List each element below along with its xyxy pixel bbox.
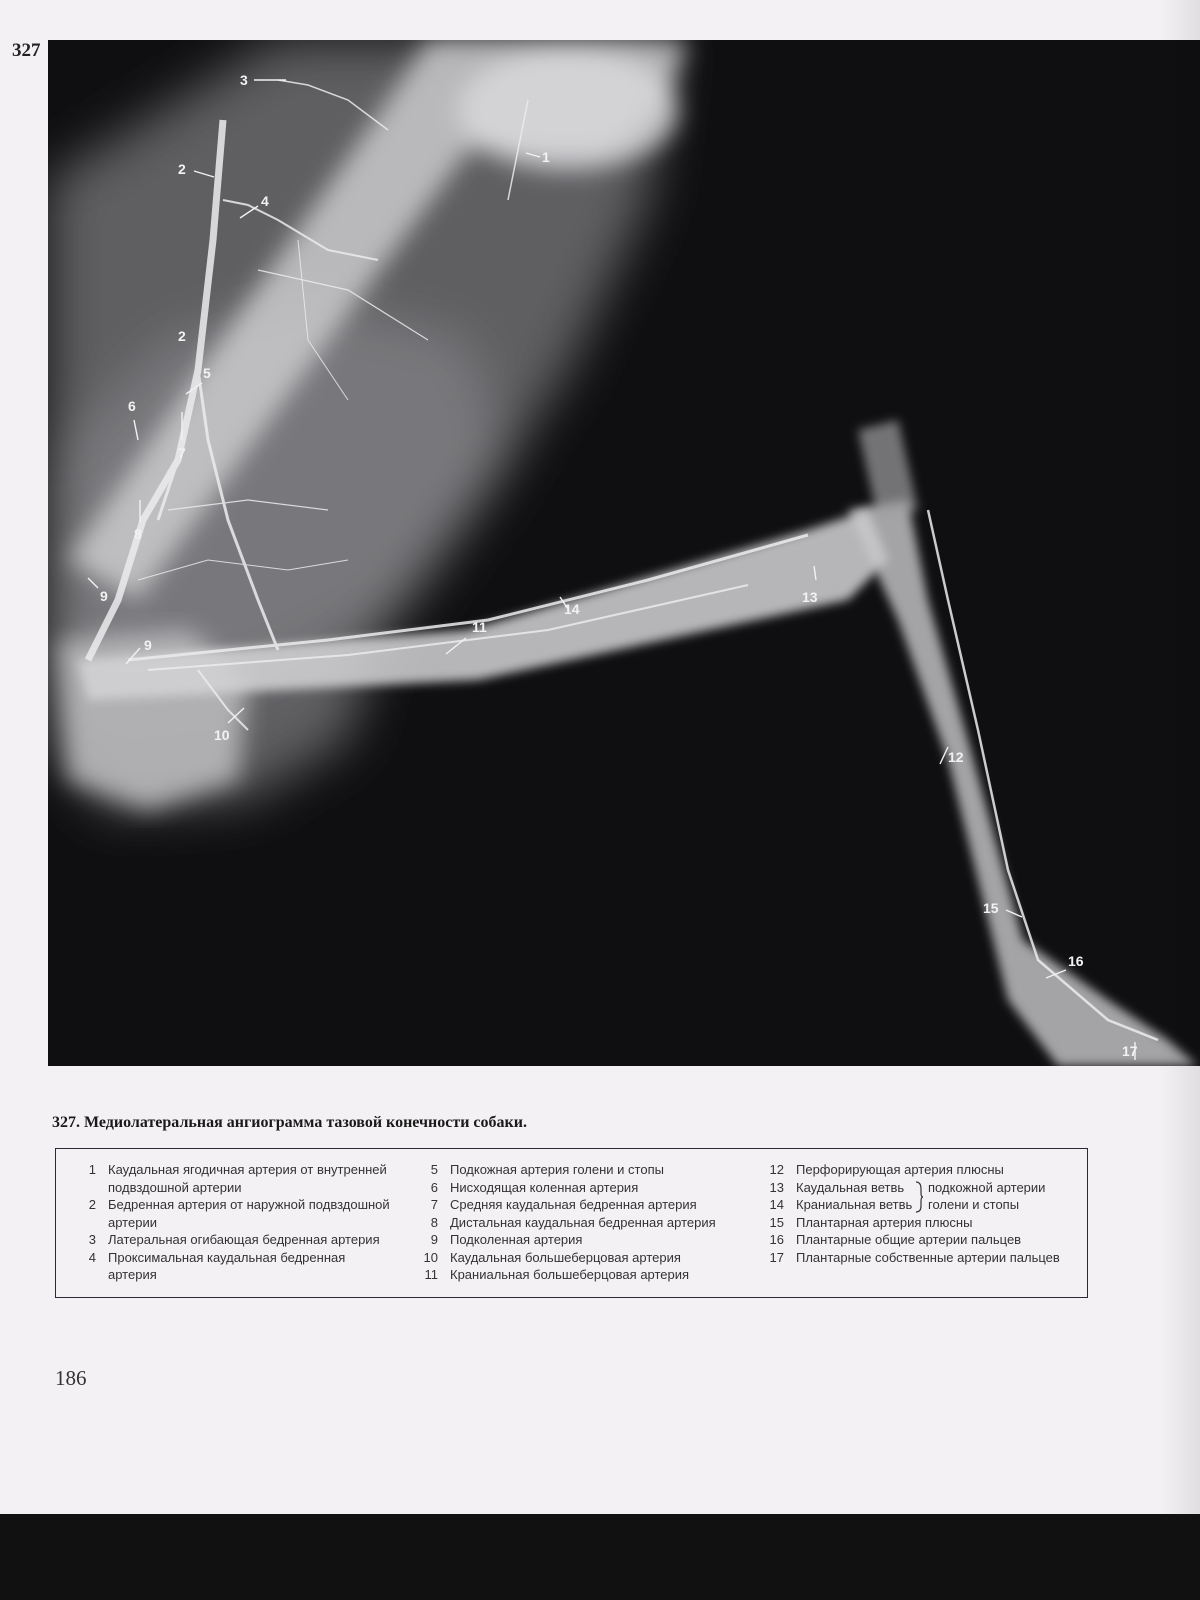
metatarsus-bone (848, 420, 1198, 1066)
legend-item-5: 5 Подкожная артерия голени и стопы (430, 1162, 664, 1177)
label-2b: 2 (178, 328, 186, 344)
angiogram-image (48, 40, 1200, 1066)
legend-item-4: 4 Проксимальная каудальная бедренная (88, 1249, 346, 1265)
legend-column-3 (754, 1161, 1084, 1266)
legend-item-12: 12 Перфорирующая артерия плюсны (769, 1162, 1004, 1177)
label-3: 3 (240, 72, 248, 88)
label-16: 16 (1068, 953, 1084, 969)
figure-caption: 327. Медиолатеральная ангиограмма тазовой конечности собаки. (52, 1114, 527, 1131)
legend-item-2: 2 Бедренная артерия от наружной подвздошной (88, 1197, 390, 1212)
legend-item-3: 3 Латеральная огибающая бедренная артерия (88, 1232, 380, 1247)
legend-item-1-cont: подвздошной артерии (108, 1179, 242, 1195)
label-14: 14 (564, 601, 580, 617)
label-2a: 2 (178, 161, 186, 177)
label-6: 6 (128, 398, 136, 414)
label-10: 10 (214, 727, 230, 743)
label-13: 13 (802, 589, 818, 605)
legend-item-17: 17 Плантарные собственные артерии пальцев (769, 1249, 1060, 1265)
label-1: 1 (542, 149, 550, 165)
legend-item-13: 13 Каудальная ветвь подкожной артерии (769, 1179, 1046, 1195)
legend-item-1: 1 Каудальная ягодичная артерия от внутренней (88, 1162, 387, 1177)
legend-item-6: 6 Нисходящая коленная артерия (430, 1179, 639, 1195)
legend-column-1 (66, 1161, 396, 1284)
legend-brace (914, 1181, 924, 1213)
legend-item-2-cont: артерии (108, 1214, 157, 1230)
label-5: 5 (203, 365, 211, 381)
label-12: 12 (948, 749, 964, 765)
legend-box (55, 1148, 1088, 1298)
label-11: 11 (472, 619, 487, 635)
angiogram-svg (48, 40, 1200, 1066)
label-4: 4 (261, 193, 269, 209)
legend-item-10: 10 Каудальная большеберцовая артерия (423, 1249, 681, 1265)
legend-item-14: 14 Краниальная ветвь голени и стопы (769, 1197, 1020, 1212)
legend-column-2 (408, 1161, 738, 1284)
legend-item-16: 16 Плантарные общие артерии пальцев (769, 1232, 1022, 1247)
legend-item-11: 11 Краниальная большеберцовая артерия (424, 1267, 690, 1282)
label-7: 7 (178, 445, 186, 461)
legend-item-9: 9 Подколенная артерия (430, 1232, 583, 1247)
label-9b: 9 (144, 637, 152, 653)
page-number: 186 (55, 1366, 87, 1390)
label-15: 15 (983, 900, 999, 916)
legend-item-15: 15 Плантарная артерия плюсны (769, 1214, 973, 1230)
label-9a: 9 (100, 588, 108, 604)
label-17: 17 (1122, 1043, 1138, 1059)
legend-item-4-cont: артерия (108, 1267, 157, 1282)
label-8: 8 (134, 526, 142, 542)
figure-number: 327 (12, 40, 41, 61)
legend-item-8: 8 Дистальная каудальная бедренная артерия (430, 1214, 716, 1230)
legend-item-7: 7 Средняя каудальная бедренная артерия (430, 1197, 697, 1212)
